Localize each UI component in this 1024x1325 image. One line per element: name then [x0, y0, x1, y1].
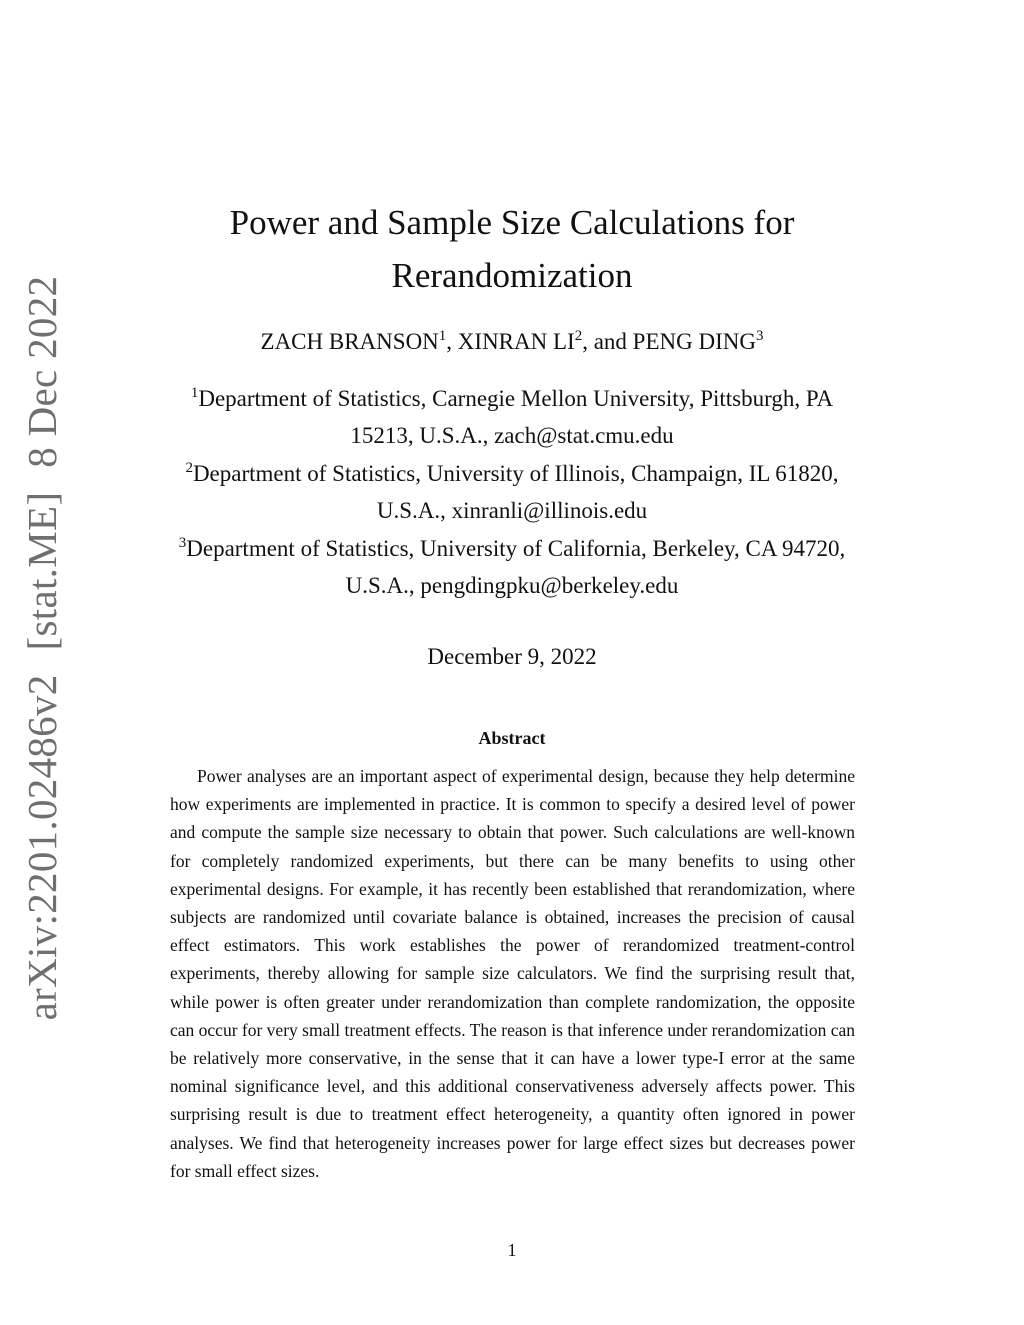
- arxiv-id: arXiv:2201.02486v2: [19, 674, 65, 1021]
- author-name: XINRAN LI: [457, 329, 575, 354]
- affiliation-line: [100, 455, 924, 492]
- author-affiliation-mark: 1: [438, 328, 447, 344]
- page-number: 1: [507, 1240, 517, 1260]
- author-separator: ,: [446, 329, 458, 354]
- author-name: PENG DING: [632, 329, 756, 354]
- paper-title-line-1: Power and Sample Size Calculations for: [229, 203, 795, 242]
- affiliation-line: [100, 380, 924, 417]
- author-name: ZACH BRANSON: [260, 329, 439, 354]
- affiliation-line: U.S.A., xinranli@illinois.edu: [376, 498, 648, 523]
- author-affiliation-mark: 2: [574, 328, 583, 344]
- abstract-heading: Abstract: [478, 728, 546, 748]
- affiliation-mark: 3: [178, 535, 187, 551]
- affiliation-text: Department of Statistics, University of Illinois, Champaign, IL 61820,: [192, 461, 839, 486]
- affiliation-mark: 1: [190, 385, 199, 401]
- arxiv-category: [stat.ME]: [19, 491, 65, 651]
- affiliation-text: Department of Statistics, Carnegie Mellon University, Pittsburgh, PA: [198, 386, 834, 411]
- affiliation-line: U.S.A., pengdingpku@berkeley.edu: [345, 573, 679, 598]
- affiliation-line: 15213, U.S.A., zach@stat.cmu.edu: [350, 423, 674, 448]
- paper-title-line-2: Rerandomization: [391, 256, 633, 295]
- publication-date: December 9, 2022: [427, 644, 597, 669]
- paper-title: [0, 196, 1024, 302]
- author-list: [0, 325, 1024, 359]
- arxiv-date: 8 Dec 2022: [19, 275, 65, 468]
- affiliation-block: [100, 380, 924, 454]
- author-separator: , and: [582, 329, 633, 354]
- affiliation-text: Department of Statistics, University of California, Berkeley, CA 94720,: [186, 536, 846, 561]
- affiliation-mark: 2: [185, 460, 193, 476]
- abstract-text: Power analyses are an important aspect of experimental design, because they help determine how experiments are implemented in practice. It is common to specify a desired level of power and compute the sample size necessary to obtain that power. Such calculations are well-known for completely randomized experiments, but there can be many benefits to using other experimental designs. For example, it has recently been established that rerandomization, where subjects are randomized until covariate balance is obtained, increases the precision of causal effect estimators. This work establishes the power of rerandomized treatment-control experiments, thereby allowing for sample size calculators. We find the surprising result that, while power is often greater under rerandomization than complete randomization, the opposite can occur for very small treatment effects. The reason is that inference under rerandomization can be relatively more conservative, in the sense that it can have a lower type-I error at the same nominal significance level, and this additional conservativeness adversely affects power. This surprising result is due to treatment effect heterogeneity, a quantity often ignored in power analyses. We find that heterogeneity increases power for large effect sizes but decreases power for small effect sizes.: [170, 766, 855, 1181]
- affiliation-block: [100, 455, 924, 529]
- affiliation-block: [100, 530, 924, 604]
- affiliation-line: [100, 530, 924, 567]
- author-affiliation-mark: 3: [755, 328, 764, 344]
